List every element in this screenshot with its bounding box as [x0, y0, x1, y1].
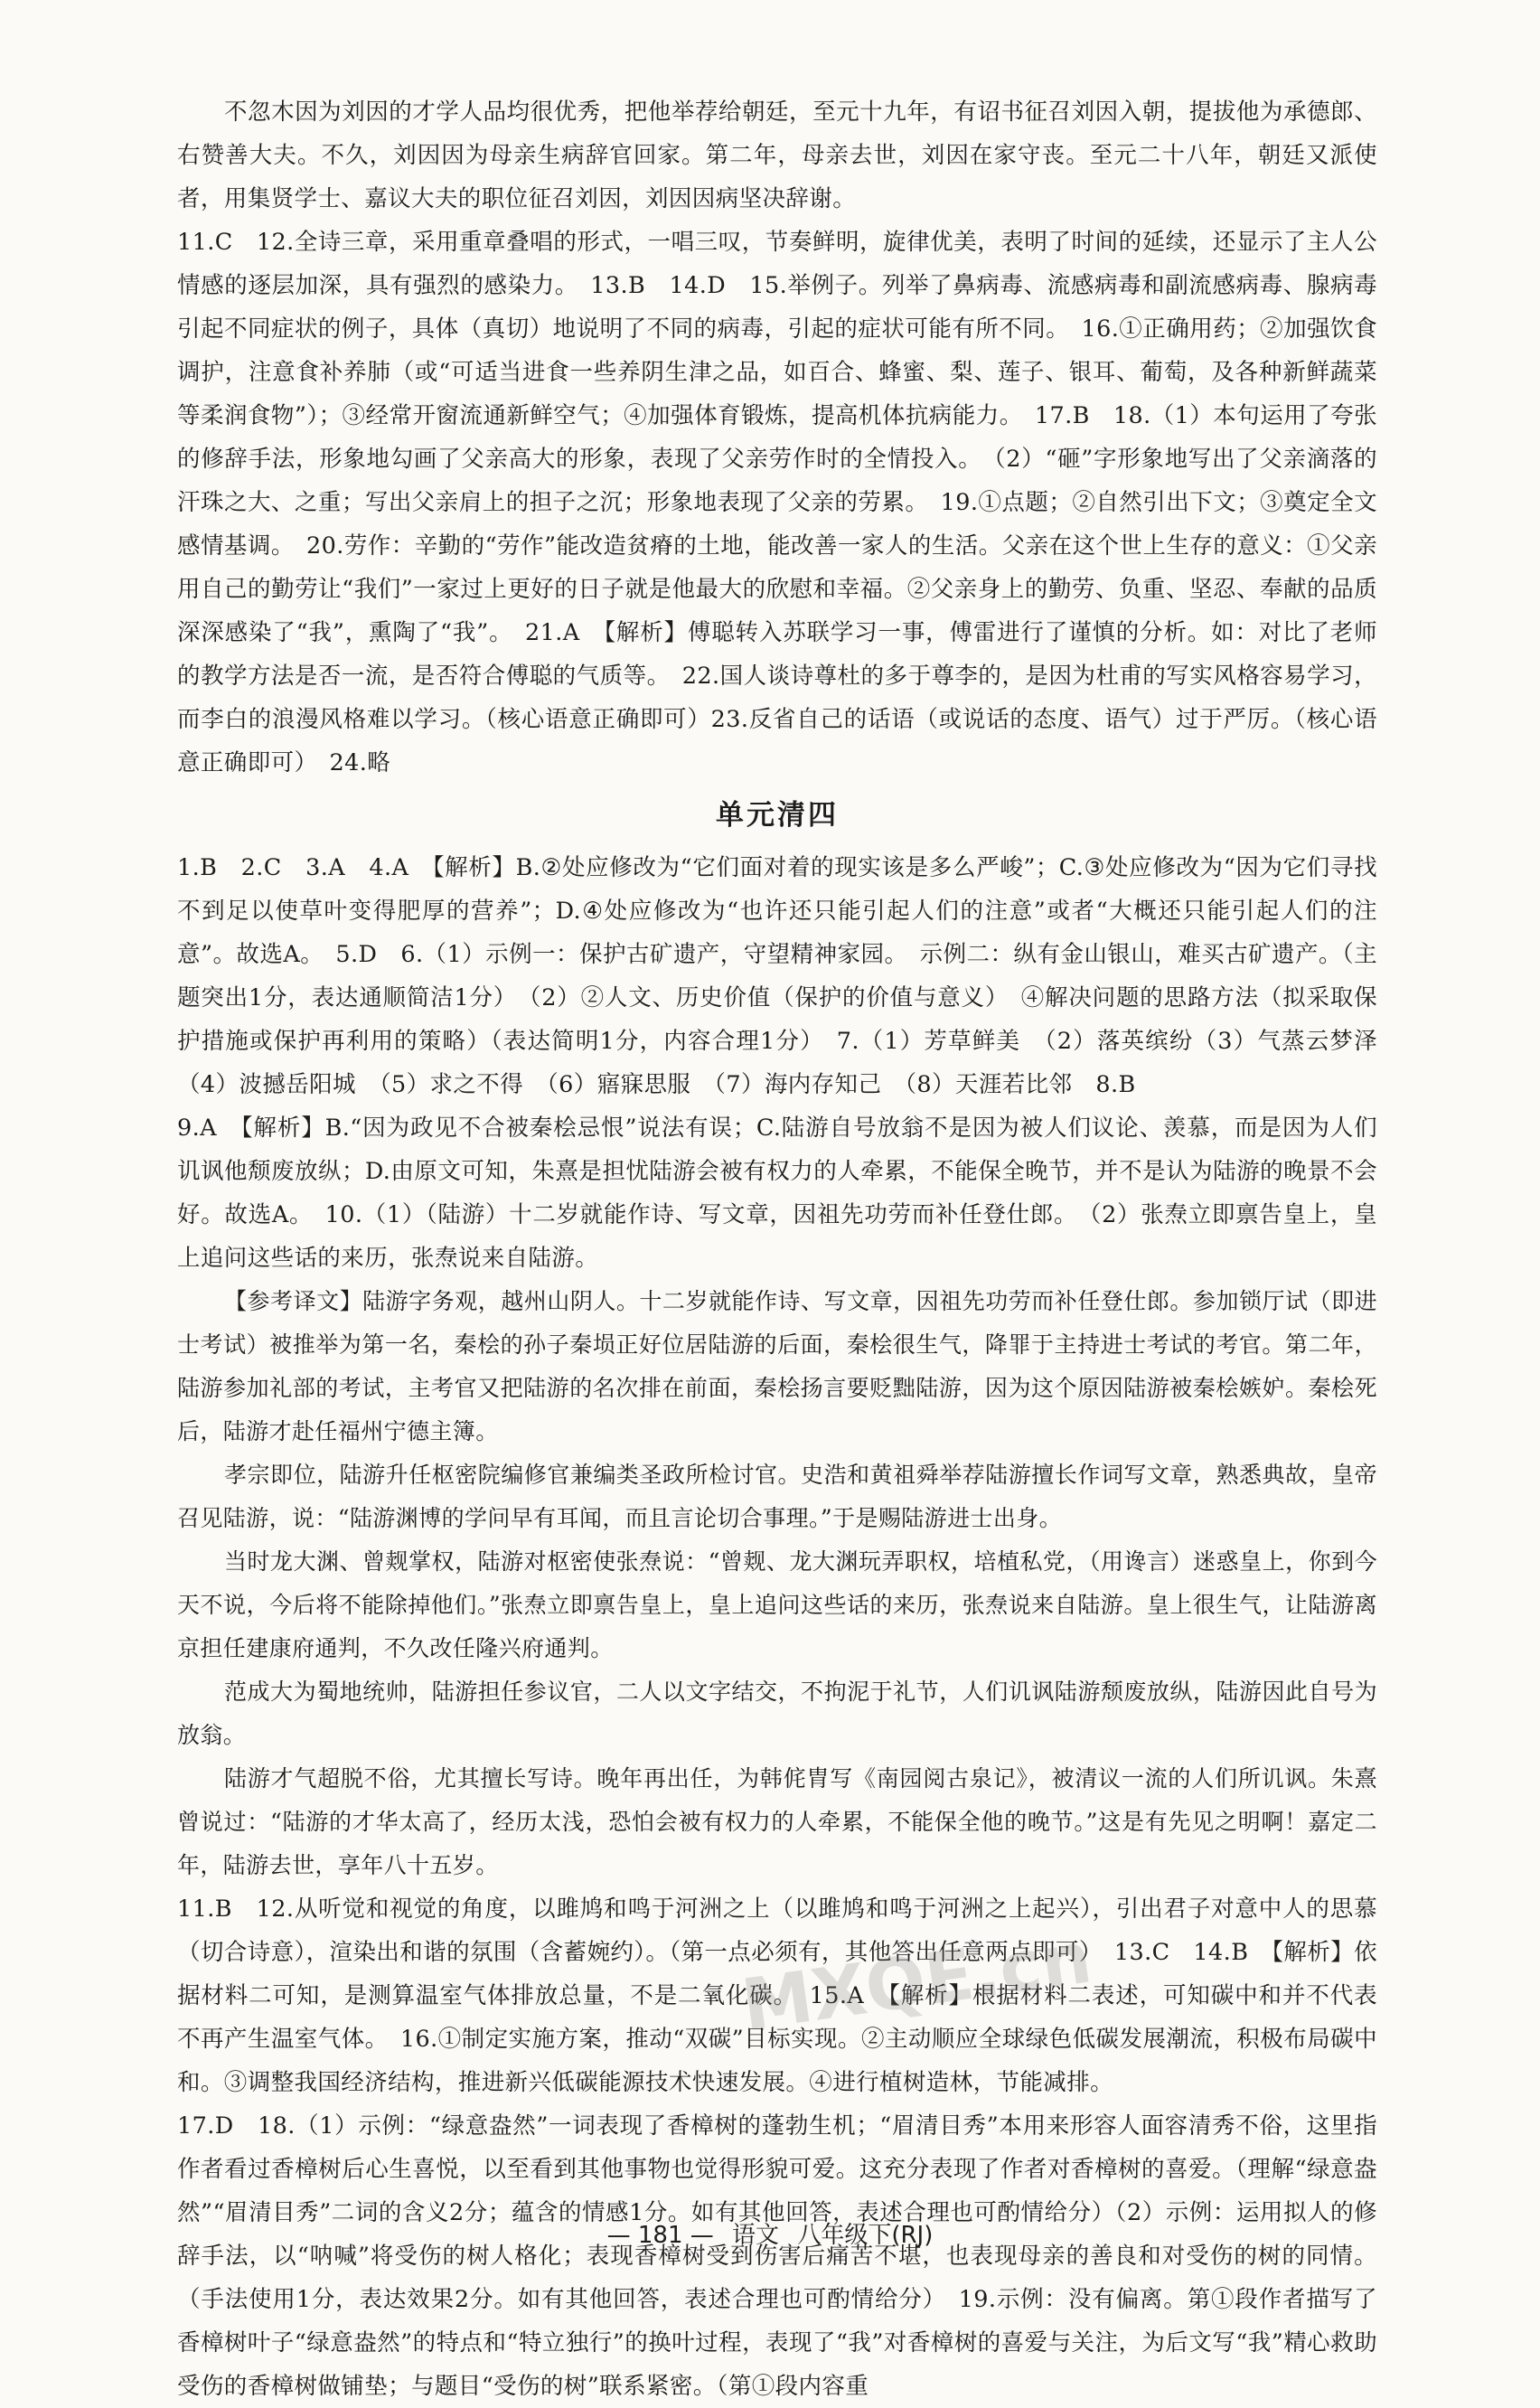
section-title: 单元清四: [716, 799, 839, 832]
reference-translation-1: 【参考译文】陆游字务观，越州山阴人。十二岁就能作诗、写文章，因祖先功劳而补任登仕郎。参加锁厅试（即进士考试）被推举为第一名，秦桧的孙子秦埙正好位居陆游的后面，秦桧很生气，降罪于主持进士考试的考官。第二年，陆游参加礼部的考试，主考官又把陆游的名次排在前面，秦桧扬言要贬黜陆游，因为这个原因陆游被秦桧嫉妒。秦桧死后，陆游才赴任福州宁德主簿。: [177, 1288, 1377, 1444]
reference-translation-2: 孝宗即位，陆游升任枢密院编修官兼编类圣政所检讨官。史浩和黄祖舜举荐陆游擅长作词写文章，熟悉典故，皇帝召见陆游，说：“陆游渊博的学问早有耳闻，而且言论切合事理。”于是赐陆游进士出身。: [177, 1462, 1377, 1531]
page-body: [177, 90, 1401, 2408]
paragraph-answers-11-24: 11.C 12.全诗三章，采用重章叠唱的形式，一唱三叹，节奏鲜明，旋律优美，表明了时间的延续，还显示了主人公情感的逐层加深，具有强烈的感染力。 13.B 14.D 15.举例子。列举了鼻病毒、流感病毒和副流感病毒、腺病毒引起不同症状的例子，具体（真切）地说明了不同的病毒，引起的症状可能有所不同。 16.①正确用药；②加强饮食调护，注意食补养肺（或“可适当进食一些养阴生津之品，如百合、蜂蜜、梨、莲子、银耳、葡萄，及各种新鲜蔬菜等柔润食物”）；③经常开窗流通新鲜空气；④加强体育锻炼，提高机体抗病能力。 17.B 18.（1）本句运用了夸张的修辞手法，形象地勾画了父亲高大的形象，表现了父亲劳作时的全情投入。 （2）“砸”字形象地写出了父亲滴落的汗珠之大、之重；写出父亲肩上的担子之沉；形象地表现了父亲的劳累。 19.①点题；②自然引出下文；③奠定全文感情基调。 20.劳作：辛勤的“劳作”能改造贫瘠的土地，能改善一家人的生活。父亲在这个世上生存的意义：①父亲用自己的勤劳让“我们”一家过上更好的日子就是他最大的欣慰和幸福。②父亲身上的勤劳、负重、坚忍、奉献的品质深深感染了“我”，熏陶了“我”。 21.A 【解析】傅聪转入苏联学习一事，傅雷进行了谨慎的分析。如：对比了老师的教学方法是否一流，是否符合傅聪的气质等。 22.国人谈诗尊杜的多于尊李的，是因为杜甫的写实风格容易学习，而李白的浪漫风格难以学习。（核心语意正确即可）23.反省自己的话语（或说话的态度、语气）过于严厉。（核心语意正确即可） 24.略: [177, 229, 1377, 776]
page-footer: [0, 2216, 1540, 2250]
paragraph-answers-11-16: 11.B 12.从听觉和视觉的角度，以雎鸠和鸣于河洲之上（以雎鸠和鸣于河洲之上起兴），引出君子对意中人的思慕（切合诗意），渲染出和谐的氛围（含蓄婉约）。（第一点必须有，其他答出任意两点即可） 13.C 14.B 【解析】依据材料二可知，是测算温室气体排放总量，不是二氧化碳。 15.A 【解析】根据材料二表述，可知碳中和并不代表不再产生温室气体。 16.①制定实施方案，推动“双碳”目标实现。②主动顺应全球绿色低碳发展潮流，积极布局碳中和。③调整我国经济结构，推进新兴低碳能源技术快速发展。④进行植树造林，节能减排。: [177, 1895, 1377, 2096]
footer-grade: 八年级下(RJ): [797, 2222, 934, 2249]
paragraph-translation-end: 不忽木因为刘因的才学人品均很优秀，把他举荐给朝廷，至元十九年，有诏书征召刘因入朝，提拔他为承德郎、右赞善大夫。不久，刘因因为母亲生病辞官回家。第二年，母亲去世，刘因在家守丧。至元二十八年，朝廷又派使者，用集贤学士、嘉议大夫的职位征召刘因，刘因因病坚决辞谢。: [177, 99, 1377, 212]
reference-translation-3: 当时龙大渊、曾觌掌权，陆游对枢密使张焘说：“曾觌、龙大渊玩弄职权，培植私党，（用谗言）迷惑皇上，你到今天不说，今后将不能除掉他们。”张焘立即禀告皇上，皇上追问这些话的来历，张焘说来自陆游。皇上很生气，让陆游离京担任建康府通判，不久改任隆兴府通判。: [177, 1548, 1377, 1661]
paragraph-answers-1-8: 1.B 2.C 3.A 4.A 【解析】B.②处应修改为“它们面对着的现实该是多么严峻”；C.③处应修改为“因为它们寻找不到足以使草叶变得肥厚的营养”；D.④处应修改为“也许还只能引起人们的注意”或者“大概还只能引起人们的注意”。故选A。 5.D 6.（1）示例一：保护古矿遗产，守望精神家园。 示例二：纵有金山银山，难买古矿遗产。（主题突出1分，表达通顺简洁1分） （2）②人文、历史价值（保护的价值与意义） ④解决问题的思路方法（拟采取保护措施或保护再利用的策略）（表达简明1分，内容合理1分） 7.（1）芳草鲜美 （2）落英缤纷（3）气蒸云梦泽 （4）波撼岳阳城 （5）求之不得 （6）寤寐思服 （7）海内存知己 （8）天涯若比邻 8.B: [177, 854, 1401, 1098]
watermark-logo: MXQE.cn: [737, 1917, 1097, 2047]
reference-translation-5: 陆游才气超脱不俗，尤其擅长写诗。晚年再出任，为韩侂胄写《南园阅古泉记》，被清议一流的人们所讥讽。朱熹曾说过：“陆游的才华太高了，经历太浅，恐怕会被有权力的人牵累，不能保全他的晚节。”这是有先见之明啊！嘉定二年，陆游去世，享年八十五岁。: [177, 1765, 1377, 1878]
page-number: — 181 —: [606, 2222, 714, 2249]
footer-subject: 语文: [732, 2222, 780, 2249]
paragraph-answers-17-19: 17.D 18.（1）示例：“绿意盎然”一词表现了香樟树的蓬勃生机；“眉清目秀”本用来形容人面容清秀不俗，这里指作者看过香樟树后心生喜悦，以至看到其他事物也觉得形貌可爱。这充分表现了作者对香樟树的喜爱。（理解“绿意盎然”“眉清目秀”二词的含义2分；蕴含的情感1分。如有其他回答，表述合理也可酌情给分）（2）示例：运用拟人的修辞手法，以“呐喊”将受伤的树人格化；表现香樟树受到伤害后痛苦不堪，也表现母亲的善良和对受伤的树的同情。（手法使用1分，表达效果2分。如有其他回答，表述合理也可酌情给分） 19.示例：没有偏离。第①段作者描写了香樟树叶子“绿意盎然”的特点和“特立独行”的换叶过程，表现了“我”对香樟树的喜爱与关注，为后文写“我”精心救助受伤的香樟树做铺垫；与题目“受伤的树”联系紧密。（第①段内容重: [177, 2112, 1377, 2400]
paragraph-answers-9-10: 9.A 【解析】B.“因为政见不合被秦桧忌恨”说法有误；C.陆游自号放翁不是因为被人们议论、羡慕，而是因为人们讥讽他颓废放纵；D.由原文可知，朱熹是担忧陆游会被有权力的人牵累，不能保全晚节，并不是认为陆游的晚景不会好。故选A。 10.（1）（陆游）十二岁就能作诗、写文章，因祖先功劳而补任登仕郎。 （2）张焘立即禀告皇上，皇上追问这些话的来历，张焘说来自陆游。: [177, 1115, 1377, 1272]
reference-translation-4: 范成大为蜀地统帅，陆游担任参议官，二人以文字结交，不拘泥于礼节，人们讥讽陆游颓废放纵，陆游因此自号为放翁。: [177, 1679, 1377, 1748]
